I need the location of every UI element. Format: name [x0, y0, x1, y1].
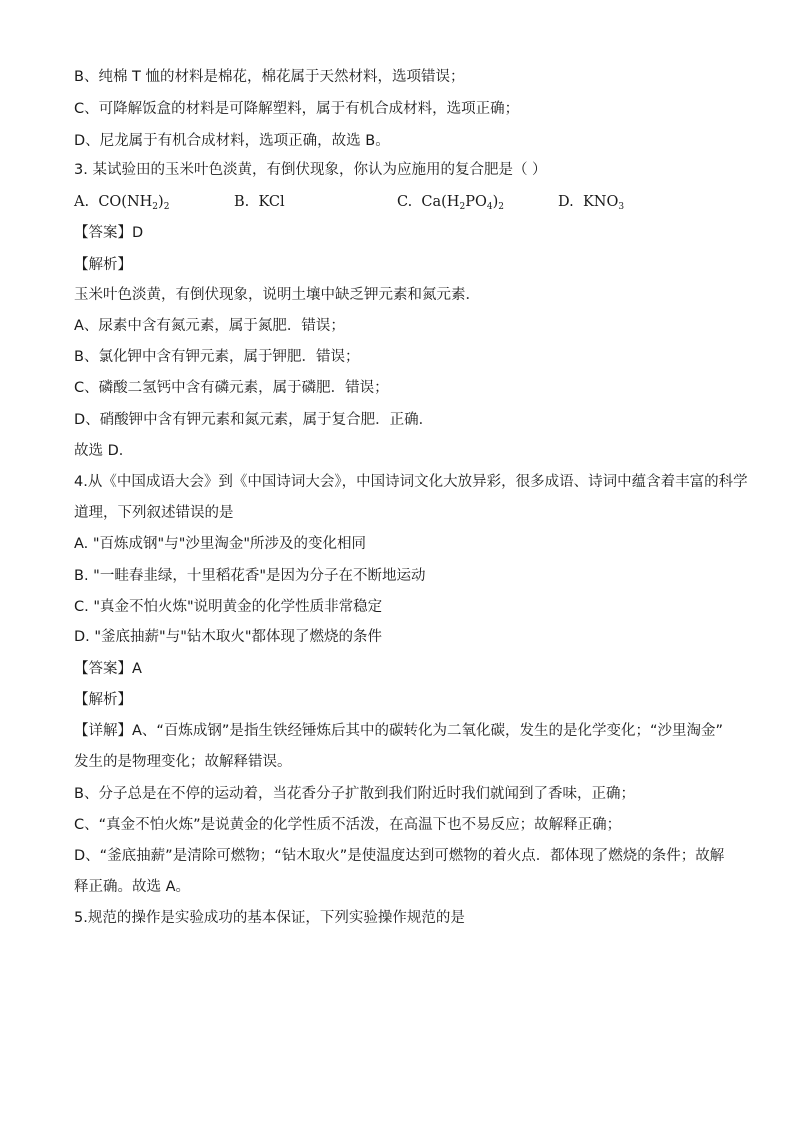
text-line: 故选 D． [74, 443, 134, 459]
text-line: B、氯化钾中含有钾元素，属于钾肥．错误； [74, 349, 360, 365]
analysis-label: 【解析】 [74, 257, 132, 273]
text-line: 【详解】A、“百炼成钢”是指生铁经锤炼后其中的碳转化为二氧化碳，发生的是化学变化；“沙里淘金” [74, 723, 723, 739]
text-line: 发生的是物理变化；故解释错误。 [74, 754, 292, 770]
option-d: D. "釜底抽薪"与"钻木取火"都体现了燃烧的条件 [74, 629, 383, 645]
option-a: A. "百炼成钢"与"沙里淘金"所涉及的变化相同 [74, 536, 367, 552]
option-c: C. $Ca(H_2PO_4)_2$ [397, 194, 504, 212]
analysis-label: 【解析】 [74, 692, 132, 708]
question-4-stem: 4.从《中国成语大会》到《中国诗词大会》，中国诗词文化大放异彩，很多成语、诗词中蕴含着丰富的科学 [74, 474, 748, 490]
option-b: B. KCl [234, 194, 285, 210]
question-3-stem: 3. 某试验田的玉米叶色淡黄，有倒伏现象，你认为应施用的复合肥是（ ） [74, 162, 547, 178]
text-line: C、“真金不怕火炼”是说黄金的化学性质不活泼，在高温下也不易反应；故解释正确； [74, 817, 622, 833]
text-line: 释正确。故选 A。 [74, 879, 191, 895]
answer-label: 【答案】A [74, 661, 142, 677]
question-4-stem-cont: 道理，下列叙述错误的是 [74, 505, 234, 521]
text-line: B、纯棉 T 恤的材料是棉花，棉花属于天然材料，选项错误； [74, 69, 465, 85]
question-5-stem: 5.规范的操作是实验成功的基本保证，下列实验操作规范的是 [74, 910, 465, 926]
text-line: D、硝酸钾中含有钾元素和氮元素，属于复合肥．正确． [74, 412, 434, 428]
option-d: D. $KNO_3$ [558, 194, 625, 212]
text-line: A、尿素中含有氮元素，属于氮肥．错误； [74, 318, 345, 334]
option-b: B. "一畦春韭绿，十里稻花香"是因为分子在不断地运动 [74, 568, 426, 584]
text-line: 玉米叶色淡黄，有倒伏现象，说明土壤中缺乏钾元素和氮元素． [74, 287, 480, 303]
text-line: C、磷酸二氢钙中含有磷元素，属于磷肥．错误； [74, 380, 389, 396]
text-line: D、尼龙属于有机合成材料，选项正确，故选 B。 [74, 133, 390, 149]
option-a: A. $CO(NH_2)_2$ [74, 194, 170, 212]
text-line: D、“釜底抽薪”是清除可燃物；“钻木取火”是使温度达到可燃物的着火点．都体现了燃烧的条件；故解 [74, 848, 725, 864]
option-c: C. "真金不怕火炼"说明黄金的化学性质非常稳定 [74, 599, 383, 615]
answer-label: 【答案】D [74, 225, 144, 241]
text-line: B、分子总是在不停的运动着，当花香分子扩散到我们附近时我们就闻到了香味，正确； [74, 786, 635, 802]
question-3-options [74, 192, 734, 212]
text-line: C、可降解饭盒的材料是可降解塑料，属于有机合成材料，选项正确； [74, 101, 520, 117]
